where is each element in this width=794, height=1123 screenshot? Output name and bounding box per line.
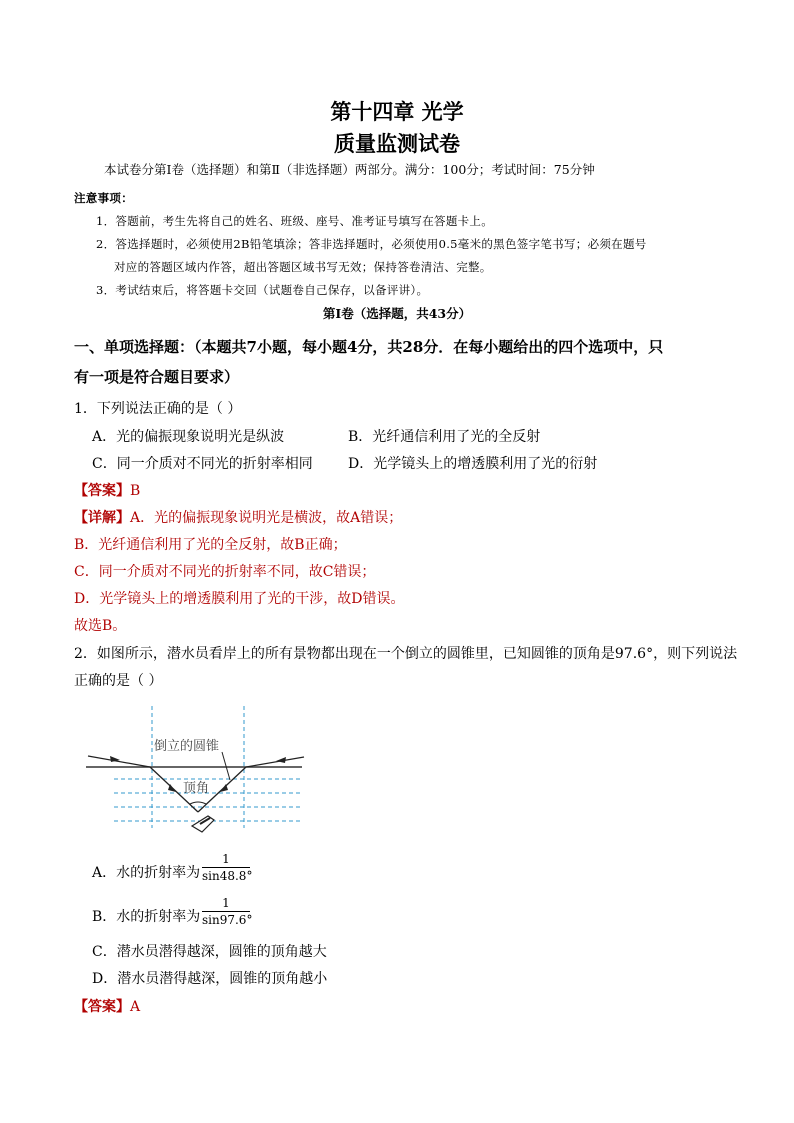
q1-stem: 1．下列说法正确的是（ ） [74, 401, 242, 417]
notice-item-2-cont: 对应的答题区域内作答，超出答题区域书写无效；保持答卷清洁、完整。 [114, 260, 492, 274]
ray-left-incident [88, 756, 150, 767]
notice-item-1: 1．答题前，考生先将自己的姓名、班级、座号、准考证号填写在答题卡上。 [96, 214, 494, 228]
apex-angle-arc [190, 802, 206, 804]
q1-option-c: C．同一介质对不同光的折射率相同 [92, 456, 313, 472]
q1-detail-4: D．光学镜头上的增透膜利用了光的干涉，故D错误。 [74, 591, 405, 607]
q2-option-d: D．潜水员潜得越深，圆锥的顶角越小 [92, 971, 328, 987]
fraction-bar-a [202, 867, 250, 868]
q1-detail-2: B．光纤通信利用了光的全反射，故B正确； [74, 537, 347, 553]
q2-option-b [92, 906, 200, 926]
q2-option-a-fraction [202, 852, 253, 883]
notice-item-3: 3．考试结束后，将答题卡交回（试题卷自己保存，以备评讲）。 [96, 283, 429, 297]
q2-option-a-prefix: A．水的折射率为 [92, 865, 201, 881]
label-pointer [222, 752, 230, 780]
label-cone: 倒立的圆锥 [154, 739, 220, 754]
notice-item-2: 2．答选择题时，必须使用2B铅笔填涂；答非选择题时，必须使用0.5毫米的黑色签字笔书写；必须在题号 [96, 237, 647, 251]
q2-option-a-denominator: sin48.8° [202, 869, 253, 883]
label-apex: 顶角 [183, 781, 210, 796]
fraction-bar-b [202, 911, 250, 912]
exam-info: 本试卷分第Ⅰ卷（选择题）和第Ⅱ（非选择题）两部分。满分：100分；考试时间：75分钟 [104, 162, 595, 177]
page-title: 第十四章 光学 [330, 99, 464, 124]
q1-option-a: A．光的偏振现象说明光是纵波 [92, 429, 285, 445]
q1-answer [74, 480, 140, 500]
q2-option-b-fraction [202, 896, 253, 927]
q2-stem-cont: 正确的是（ ） [74, 673, 163, 689]
q1-detail-1 [74, 507, 402, 527]
section-heading-cont: 有一项是符合题目要求） [74, 368, 240, 386]
volume-title: 第Ⅰ卷（选择题，共43分） [322, 306, 472, 321]
q2-stem: 2．如图所示，潜水员看岸上的所有景物都出现在一个倒立的圆锥里，已知圆锥的顶角是97.6°，则下列说法 [74, 646, 738, 662]
q2-option-a [92, 862, 200, 882]
page-subtitle: 质量监测试卷 [334, 131, 460, 156]
q1-option-d: D．光学镜头上的增透膜利用了光的衍射 [348, 456, 598, 472]
eye-icon [192, 816, 214, 832]
notice-heading: 注意事项： [74, 191, 133, 205]
q2-answer-value: A [130, 999, 141, 1015]
q1-answer-value: B [130, 483, 141, 499]
q2-option-b-numerator: 1 [222, 896, 230, 910]
q2-answer-tag: 【答案】 [74, 999, 130, 1015]
cone-diagram [80, 700, 320, 850]
q2-option-a-numerator: 1 [222, 852, 230, 866]
q2-option-b-denominator: sin97.6° [202, 913, 253, 927]
q1-detail-1-text: A．光的偏振现象说明光是横波，故A错误； [130, 510, 403, 526]
section-heading: 一、单项选择题：（本题共7小题，每小题4分，共28分．在每小题给出的四个选项中，只 [74, 338, 664, 356]
q1-detail-3: C．同一介质对不同光的折射率不同，故C错误； [74, 564, 376, 580]
q1-option-b: B．光纤通信利用了光的全反射 [348, 429, 541, 445]
q2-option-c: C．潜水员潜得越深，圆锥的顶角越大 [92, 944, 327, 960]
q2-answer [74, 996, 140, 1016]
q1-detail-tag: 【详解】 [74, 510, 130, 526]
q1-answer-tag: 【答案】 [74, 483, 130, 499]
ray-right-incident [246, 757, 304, 767]
q1-conclusion: 故选B。 [74, 618, 127, 634]
q2-option-b-prefix: B．水的折射率为 [92, 909, 201, 925]
